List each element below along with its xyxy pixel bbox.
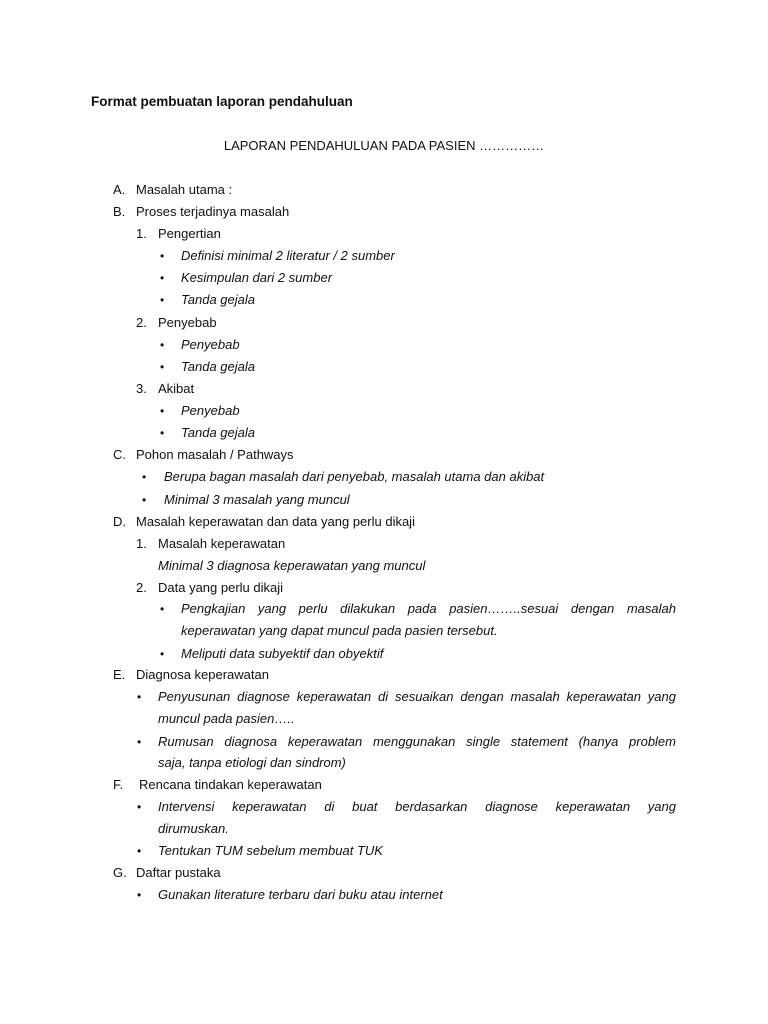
bullet-icon: • xyxy=(137,888,142,902)
section-b-marker: B. xyxy=(113,204,126,219)
bullet-icon: • xyxy=(160,338,165,352)
section-g-marker: G. xyxy=(113,865,127,880)
bullet-text-continuation: muncul pada pasien….. xyxy=(158,711,295,726)
bullet-icon: • xyxy=(160,360,165,374)
bullet-text: Penyebab xyxy=(181,337,240,352)
bullet-icon: • xyxy=(137,735,142,749)
section-b-label: Proses terjadinya masalah xyxy=(136,204,290,219)
bullet-icon: • xyxy=(137,844,142,858)
subsection-note: Minimal 3 diagnosa keperawatan yang muncul xyxy=(158,558,426,573)
bullet-text: Meliputi data subyektif dan obyektif xyxy=(181,646,384,661)
bullet-text: Berupa bagan masalah dari penyebab, masalah utama dan akibat xyxy=(164,469,545,484)
subsection-number: 1. xyxy=(136,536,147,551)
subsection-number: 3. xyxy=(136,381,147,396)
bullet-text: Rumusan diagnosa keperawatan menggunakan single statement (hanya problem xyxy=(158,734,676,749)
bullet-icon: • xyxy=(160,404,165,418)
report-title: LAPORAN PENDAHULUAN PADA PASIEN …………… xyxy=(223,138,545,153)
bullet-text: Penyusunan diagnose keperawatan di sesuaikan dengan masalah keperawatan yang xyxy=(158,689,676,704)
bullet-icon: • xyxy=(160,249,165,263)
bullet-text-continuation: dirumuskan. xyxy=(158,821,229,836)
subsection-number: 2. xyxy=(136,315,147,330)
bullet-text: Pengkajian yang perlu dilakukan pada pasien……..sesuai dengan masalah xyxy=(181,601,676,616)
bullet-icon: • xyxy=(160,426,165,440)
bullet-text: Minimal 3 masalah yang muncul xyxy=(164,492,350,507)
bullet-icon: • xyxy=(160,293,165,307)
subsection-label: Akibat xyxy=(158,381,195,396)
subsection-label: Data yang perlu dikaji xyxy=(158,580,284,595)
section-a-label: Masalah utama : xyxy=(136,182,233,197)
section-g-label: Daftar pustaka xyxy=(136,865,221,880)
section-a-marker: A. xyxy=(113,182,126,197)
section-f-marker: F. xyxy=(113,777,124,792)
bullet-icon: • xyxy=(160,602,165,616)
bullet-text: Penyebab xyxy=(181,403,240,418)
section-c-label: Pohon masalah / Pathways xyxy=(136,447,294,462)
bullet-icon: • xyxy=(142,493,147,507)
section-f-label: Rencana tindakan keperawatan xyxy=(139,777,322,792)
bullet-text: Definisi minimal 2 literatur / 2 sumber xyxy=(181,248,395,263)
section-e-marker: E. xyxy=(113,667,126,682)
section-c-marker: C. xyxy=(113,447,126,462)
bullet-text: Intervensi keperawatan di buat berdasarkan diagnose keperawatan yang xyxy=(158,799,676,814)
bullet-icon: • xyxy=(137,690,142,704)
bullet-text: Gunakan literature terbaru dari buku atau internet xyxy=(158,887,443,902)
subsection-number: 1. xyxy=(136,226,147,241)
section-d-label: Masalah keperawatan dan data yang perlu dikaji xyxy=(136,514,415,529)
bullet-text: Tanda gejala xyxy=(181,292,255,307)
bullet-icon: • xyxy=(137,800,142,814)
section-d-marker: D. xyxy=(113,514,126,529)
bullet-text: Tanda gejala xyxy=(181,359,255,374)
subsection-label: Pengertian xyxy=(158,226,221,241)
section-e-label: Diagnosa keperawatan xyxy=(136,667,269,682)
subsection-label: Masalah keperawatan xyxy=(158,536,286,551)
bullet-icon: • xyxy=(160,271,165,285)
bullet-text: Tanda gejala xyxy=(181,425,255,440)
subsection-number: 2. xyxy=(136,580,147,595)
subsection-label: Penyebab xyxy=(158,315,217,330)
bullet-text: Tentukan TUM sebelum membuat TUK xyxy=(158,843,383,858)
bullet-text-continuation: keperawatan yang dapat muncul pada pasien tersebut. xyxy=(181,623,498,638)
document-heading: Format pembuatan laporan pendahuluan xyxy=(91,94,353,109)
bullet-icon: • xyxy=(142,470,147,484)
bullet-text: Kesimpulan dari 2 sumber xyxy=(181,270,333,285)
bullet-icon: • xyxy=(160,647,165,661)
bullet-text-continuation: saja, tanpa etiologi dan sindrom) xyxy=(158,755,346,770)
